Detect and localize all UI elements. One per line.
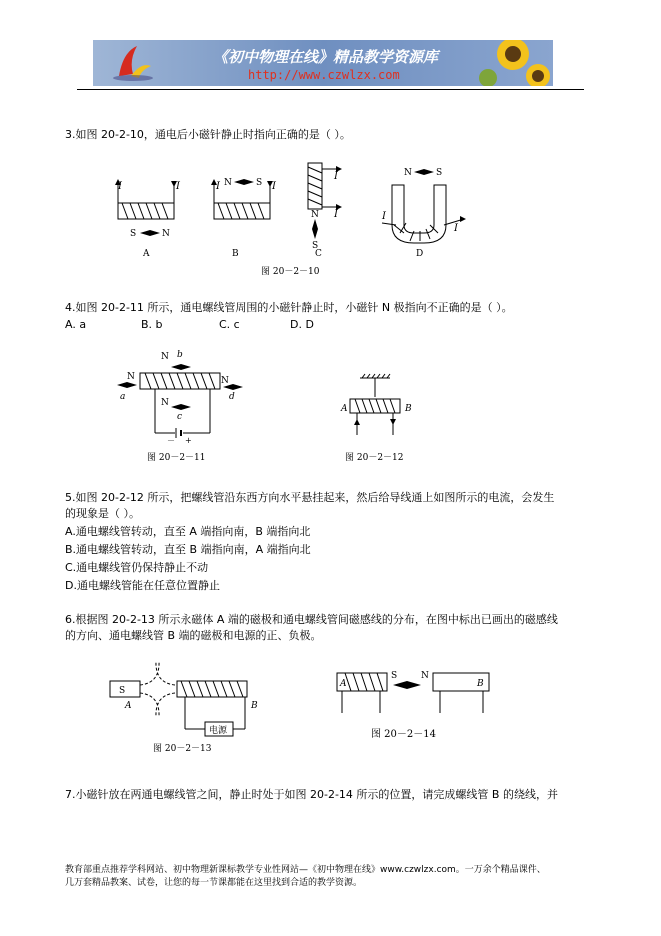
svg-text:N: N: [161, 398, 169, 408]
svg-text:I: I: [382, 211, 386, 222]
question-6-text: 6.根据图 20-2-13 所示永磁体 A 端的磁极和通电螺线管间磁感线的分布，在图中标出已画出的磁感线: [65, 613, 558, 626]
svg-text:S: S: [119, 686, 126, 696]
figures-20-2-13-14: [105, 655, 495, 760]
figure-20-2-14: [337, 671, 489, 740]
svg-text:b: b: [177, 350, 183, 360]
label-c: C: [315, 249, 322, 259]
svg-text:N: N: [161, 352, 169, 362]
q5-option-b[interactable]: B.通电螺线管转动，直至 B 端指向南，A 端指向北: [65, 543, 311, 556]
label-a: A: [143, 249, 150, 259]
caption-20-2-14: 图 20－2－14: [371, 729, 436, 740]
svg-text:+: +: [185, 436, 192, 445]
figure-a: [115, 179, 181, 259]
figures-20-2-11-12: [105, 345, 435, 470]
footer-line-1: 教育部重点推荐学科网站、初中物理新课标教学专业性网站—《初中物理在线》www.czwlzx.com。一万余个精品课件、: [65, 865, 546, 875]
caption-20-2-13: 图 20－2－13: [153, 744, 212, 754]
q4-option-c[interactable]: C. c: [219, 318, 240, 331]
svg-text:N: N: [127, 372, 135, 382]
svg-text:I: I: [216, 181, 220, 192]
header-banner: [93, 40, 553, 86]
footer-line-2: 几万套精品教案、试卷，让您的每一节课都能在这里找到合适的教学资源。: [65, 878, 363, 888]
svg-text:I: I: [118, 181, 122, 192]
q4-option-b[interactable]: B. b: [141, 318, 163, 331]
power-label: 电源: [209, 726, 228, 736]
caption-20-2-11: 图 20－2－11: [147, 453, 206, 463]
svg-text:S: S: [312, 241, 319, 251]
caption-20-2-10: 图 20－2－10: [261, 267, 320, 277]
svg-text:a: a: [120, 392, 126, 402]
svg-text:N: N: [221, 376, 229, 386]
figure-d: [381, 168, 466, 259]
question-3-text: 3.如图 20-2-10，通电后小磁针静止时指向正确的是（ ）。: [65, 128, 351, 141]
question-5-text: 5.如图 20-2-12 所示，把螺线管沿东西方向水平悬挂起来，然后给导线通上如图所示的电流，会发生: [65, 491, 555, 504]
svg-text:N: N: [421, 671, 429, 681]
label-b: B: [232, 249, 239, 259]
caption-20-2-12: 图 20－2－12: [345, 453, 404, 463]
figure-20-2-12: [340, 374, 412, 463]
svg-text:B: B: [477, 679, 484, 689]
banner-url: http://www.czwlzx.com: [248, 68, 400, 82]
figure-20-2-13: [110, 661, 258, 754]
svg-text:S: S: [391, 671, 398, 681]
figure-20-2-11: [117, 350, 243, 463]
svg-text:I: I: [176, 181, 180, 192]
svg-text:S: S: [436, 168, 443, 178]
banner-title: 《初中物理在线》精品教学资源库: [213, 48, 439, 66]
svg-text:I: I: [334, 171, 338, 182]
q4-option-a[interactable]: A. a: [65, 318, 87, 331]
svg-text:B: B: [405, 404, 412, 414]
question-4-text: 4.如图 20-2-11 所示，通电螺线管周围的小磁针静止时，小磁针 N 极指向不正确的是（ ）。: [65, 301, 513, 314]
q4-option-d[interactable]: D. D: [290, 318, 314, 331]
svg-text:N: N: [404, 168, 412, 178]
figure-20-2-10: [100, 155, 500, 280]
svg-text:A: A: [340, 679, 347, 689]
svg-text:－: －: [167, 436, 175, 445]
svg-text:N: N: [311, 210, 319, 220]
q5-option-c[interactable]: C.通电螺线管仍保持静止不动: [65, 561, 209, 574]
question-5-text-cont: 的现象是（ ）。: [65, 507, 140, 520]
figure-b: [211, 178, 277, 259]
svg-text:A: A: [341, 404, 348, 414]
banner-graphic: [93, 40, 553, 86]
question-7-text: 7.小磁针放在两通电螺线管之间，静止时处于如图 20-2-14 所示的位置，请完成螺线管 B 的绕线，并: [65, 788, 558, 801]
svg-text:B: B: [251, 701, 258, 711]
svg-text:I: I: [334, 209, 338, 220]
svg-text:d: d: [229, 392, 235, 402]
svg-text:I: I: [454, 223, 458, 234]
svg-text:I: I: [272, 181, 276, 192]
svg-text:S: S: [256, 178, 263, 188]
q5-option-d[interactable]: D.通电螺线管能在任意位置静止: [65, 579, 220, 592]
svg-text:N: N: [162, 229, 170, 239]
svg-text:S: S: [130, 229, 137, 239]
header-rule: [77, 89, 584, 90]
svg-text:c: c: [177, 412, 183, 422]
label-d: D: [416, 249, 424, 259]
svg-text:N: N: [224, 178, 232, 188]
question-6-text-cont: 的方向、通电螺线管 B 端的磁极和电源的正、负极。: [65, 629, 322, 642]
svg-text:A: A: [125, 701, 132, 711]
q5-option-a[interactable]: A.通电螺线管转动，直至 A 端指向南，B 端指向北: [65, 525, 311, 538]
figure-c: [308, 163, 342, 259]
